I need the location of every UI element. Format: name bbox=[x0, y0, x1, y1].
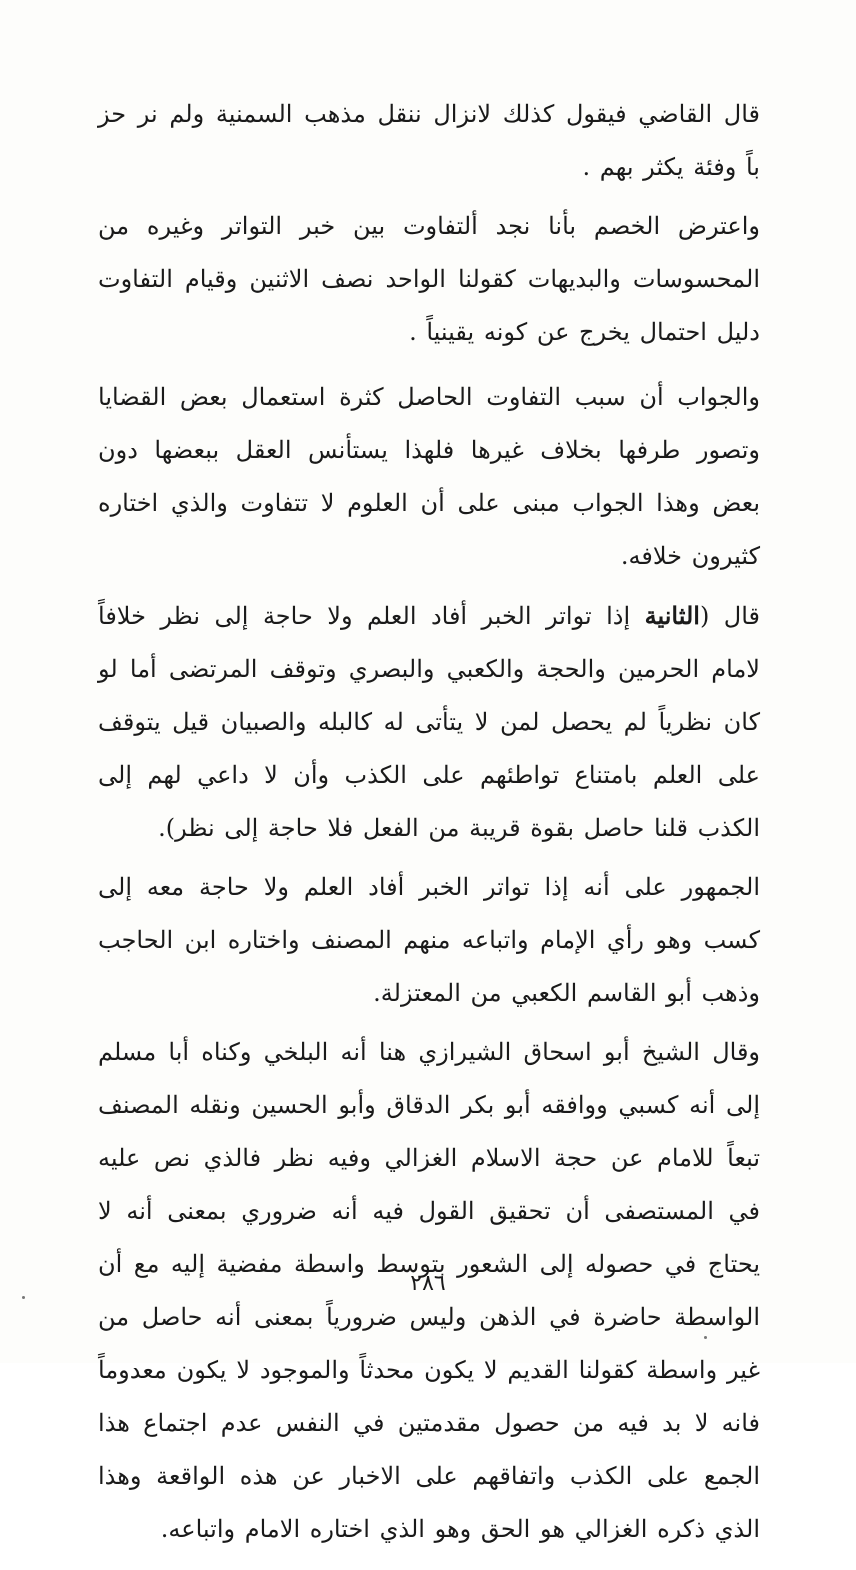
scan-speck bbox=[704, 1336, 707, 1339]
paragraph-2: واعترض الخصم بأنا نجد ألتفاوت بين خبر التواتر وغيره من المحسوسات والبديهات كقولنا الواحد نصف الاثنين وقيام التفاوت دليل احتمال يخرج عن كونه يقينياً . bbox=[98, 212, 760, 346]
page-number: ٢٨٦ bbox=[410, 1271, 446, 1296]
quote-prefix: قال ( bbox=[699, 602, 761, 630]
quote-body: إذا تواتر الخبر أفاد العلم ولا حاجة إلى نظر خلافاً لامام الحرمين والحجة والكعبي والبصري وتوقف المرتضى أما لو كان نظرياً لم يحصل لمن لا يتأتى له كالبله والصبيان قيل يتوقف على العلم بامتناع تواطئهم على الكذب وأن لا داعي لهم إلى الكذب قلنا حاصل بقوة قريبة من الفعل فلا حاجة إلى نظر). bbox=[98, 602, 760, 842]
quote-keyword: الثانية bbox=[644, 601, 700, 630]
paragraph-3: والجواب أن سبب التفاوت الحاصل كثرة استعمال بعض القضايا وتصور طرفها بخلاف غيرها فلهذا يستأنس العقل ببعضها دون بعض وهذا الجواب مبنى على أن العلوم لا تتفاوت والذي اختاره كثيرون خلافه. bbox=[98, 383, 760, 570]
body-text bbox=[98, 88, 760, 1570]
paragraph-6: وقال الشيخ أبو اسحاق الشيرازي هنا أنه البلخي وكناه أبا مسلم إلى أنه كسبي ووافقه أبو بكر الدقاق وأبو الحسين ونقله المصنف تبعاً للامام عن حجة الاسلام الغزالي وفيه نظر فالذي نص عليه في المستصفى أن تحقيق القول فيه أنه ضروري بمعنى أنه لا يحتاج في حصوله إلى الشعور بتوسط واسطة مفضية إليه مع أن الواسطة حاضرة في الذهن وليس ضرورياً بمعنى أنه حاصل من غير واسطة كقولنا القديم لا يكون محدثاً والموجود لا يكون معدوماً فانه لا بد فيه من حصول مقدمتين في النفس عدم اجتماع هذا الجمع على الكذب واتفاقهم على الاخبار عن هذه الواقعة وهذا الذي ذكره الغزالي هو الحق وهو الذي اختاره الامام واتباعه. bbox=[98, 1038, 761, 1543]
paragraph-1: قال القاضي فيقول كذلك لانزال ننقل مذهب السمنية ولم نر حز باً وفئة يكثر بهم . bbox=[98, 100, 760, 181]
paragraph-4-quote bbox=[98, 589, 760, 855]
paragraph-5: الجمهور على أنه إذا تواتر الخبر أفاد العلم ولا حاجة معه إلى كسب وهو رأي الإمام واتباعه منهم المصنف واختاره ابن الحاجب وذهب أبو القاسم الكعبي من المعتزلة. bbox=[98, 873, 760, 1007]
scan-speck bbox=[22, 1296, 25, 1299]
